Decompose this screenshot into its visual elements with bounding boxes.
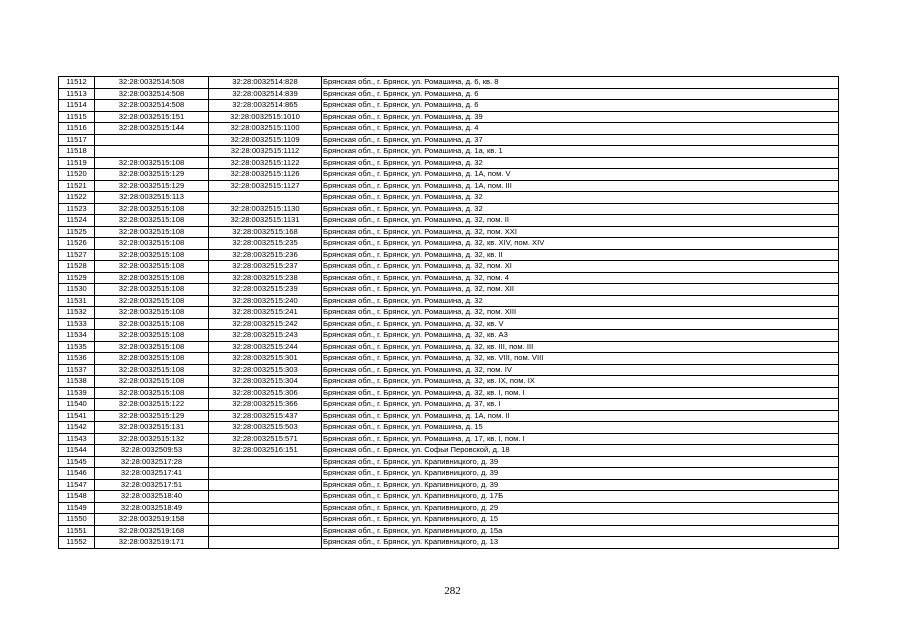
table-row: [59, 537, 839, 549]
parcel-cadastral-number-cell: 32:28:0032515:108: [95, 341, 209, 353]
table-row: [59, 502, 839, 514]
object-cadastral-number-cell: 32:28:0032515:1109: [209, 134, 322, 146]
parcel-cadastral-number-cell: 32:28:0032514:508: [95, 88, 209, 100]
object-cadastral-number-cell: 32:28:0032515:239: [209, 284, 322, 296]
row-number-cell: 11519: [59, 157, 95, 169]
parcel-cadastral-number-cell: 32:28:0032515:108: [95, 226, 209, 238]
row-number-cell: 11513: [59, 88, 95, 100]
parcel-cadastral-number-cell: 32:28:0032515:108: [95, 261, 209, 273]
address-cell: Брянская обл., г. Брянск, ул. Ромашина, д. 32, кв. V: [322, 318, 839, 330]
table-row: [59, 180, 839, 192]
table-row: [59, 422, 839, 434]
row-number-cell: 11549: [59, 502, 95, 514]
table-row: [59, 491, 839, 503]
row-number-cell: 11551: [59, 525, 95, 537]
row-number-cell: 11536: [59, 353, 95, 365]
row-number-cell: 11532: [59, 307, 95, 319]
parcel-cadastral-number-cell: 32:28:0032515:108: [95, 376, 209, 388]
parcel-cadastral-number-cell: 32:28:0032515:132: [95, 433, 209, 445]
table-row: [59, 249, 839, 261]
row-number-cell: 11531: [59, 295, 95, 307]
table-row: [59, 169, 839, 181]
row-number-cell: 11512: [59, 77, 95, 89]
address-cell: Брянская обл., г. Брянск, ул. Ромашина, д. 1А, пом. V: [322, 169, 839, 181]
address-cell: Брянская обл., г. Брянск, ул. Ромашина, д. 32, пом. 4: [322, 272, 839, 284]
address-cell: Брянская обл., г. Брянск, ул. Ромашина, д. 32, кв. III, пом. III: [322, 341, 839, 353]
parcel-cadastral-number-cell: 32:28:0032515:108: [95, 295, 209, 307]
registry-table-body: [59, 77, 839, 549]
row-number-cell: 11526: [59, 238, 95, 250]
parcel-cadastral-number-cell: 32:28:0032517:28: [95, 456, 209, 468]
object-cadastral-number-cell: [209, 491, 322, 503]
table-row: [59, 157, 839, 169]
parcel-cadastral-number-cell: 32:28:0032519:158: [95, 514, 209, 526]
parcel-cadastral-number-cell: 32:28:0032515:108: [95, 249, 209, 261]
row-number-cell: 11543: [59, 433, 95, 445]
row-number-cell: 11539: [59, 387, 95, 399]
address-cell: Брянская обл., г. Брянск, ул. Крапивницкого, д. 29: [322, 502, 839, 514]
address-cell: Брянская обл., г. Брянск, ул. Ромашина, д. 1а, кв. 1: [322, 146, 839, 158]
parcel-cadastral-number-cell: 32:28:0032515:144: [95, 123, 209, 135]
parcel-cadastral-number-cell: 32:28:0032515:108: [95, 284, 209, 296]
table-row: [59, 468, 839, 480]
parcel-cadastral-number-cell: 32:28:0032515:129: [95, 180, 209, 192]
table-row: [59, 261, 839, 273]
object-cadastral-number-cell: [209, 479, 322, 491]
table-row: [59, 318, 839, 330]
row-number-cell: 11522: [59, 192, 95, 204]
object-cadastral-number-cell: 32:28:0032515:238: [209, 272, 322, 284]
table-row: [59, 203, 839, 215]
parcel-cadastral-number-cell: 32:28:0032515:108: [95, 203, 209, 215]
parcel-cadastral-number-cell: 32:28:0032515:108: [95, 364, 209, 376]
object-cadastral-number-cell: 32:28:0032515:1112: [209, 146, 322, 158]
address-cell: Брянская обл., г. Брянск, ул. Ромашина, д. 32, пом. XII: [322, 284, 839, 296]
object-cadastral-number-cell: 32:28:0032515:437: [209, 410, 322, 422]
object-cadastral-number-cell: [209, 468, 322, 480]
object-cadastral-number-cell: 32:28:0032515:240: [209, 295, 322, 307]
parcel-cadastral-number-cell: 32:28:0032515:129: [95, 169, 209, 181]
parcel-cadastral-number-cell: 32:28:0032517:51: [95, 479, 209, 491]
table-row: [59, 341, 839, 353]
row-number-cell: 11517: [59, 134, 95, 146]
table-row: [59, 364, 839, 376]
row-number-cell: 11524: [59, 215, 95, 227]
object-cadastral-number-cell: [209, 514, 322, 526]
object-cadastral-number-cell: 32:28:0032515:243: [209, 330, 322, 342]
object-cadastral-number-cell: 32:28:0032515:303: [209, 364, 322, 376]
object-cadastral-number-cell: 32:28:0032515:1130: [209, 203, 322, 215]
object-cadastral-number-cell: 32:28:0032515:301: [209, 353, 322, 365]
object-cadastral-number-cell: 32:28:0032515:1131: [209, 215, 322, 227]
object-cadastral-number-cell: 32:28:0032515:236: [209, 249, 322, 261]
object-cadastral-number-cell: 32:28:0032515:1010: [209, 111, 322, 123]
parcel-cadastral-number-cell: 32:28:0032515:129: [95, 410, 209, 422]
table-row: [59, 330, 839, 342]
table-row: [59, 295, 839, 307]
row-number-cell: 11538: [59, 376, 95, 388]
table-row: [59, 376, 839, 388]
row-number-cell: 11516: [59, 123, 95, 135]
table-row: [59, 514, 839, 526]
parcel-cadastral-number-cell: 32:28:0032519:168: [95, 525, 209, 537]
row-number-cell: 11527: [59, 249, 95, 261]
object-cadastral-number-cell: 32:28:0032515:244: [209, 341, 322, 353]
address-cell: Брянская обл., г. Брянск, ул. Софьи Перовской, д. 18: [322, 445, 839, 457]
row-number-cell: 11523: [59, 203, 95, 215]
address-cell: Брянская обл., г. Брянск, ул. Ромашина, д. 32: [322, 157, 839, 169]
object-cadastral-number-cell: 32:28:0032515:366: [209, 399, 322, 411]
table-row: [59, 410, 839, 422]
row-number-cell: 11537: [59, 364, 95, 376]
row-number-cell: 11521: [59, 180, 95, 192]
parcel-cadastral-number-cell: [95, 134, 209, 146]
parcel-cadastral-number-cell: 32:28:0032515:108: [95, 307, 209, 319]
object-cadastral-number-cell: 32:28:0032515:242: [209, 318, 322, 330]
object-cadastral-number-cell: 32:28:0032515:304: [209, 376, 322, 388]
address-cell: Брянская обл., г. Брянск, ул. Ромашина, д. 32, кв. IX, пом. IX: [322, 376, 839, 388]
object-cadastral-number-cell: 32:28:0032515:241: [209, 307, 322, 319]
object-cadastral-number-cell: 32:28:0032515:1122: [209, 157, 322, 169]
table-row: [59, 238, 839, 250]
object-cadastral-number-cell: 32:28:0032515:237: [209, 261, 322, 273]
parcel-cadastral-number-cell: 32:28:0032515:108: [95, 272, 209, 284]
parcel-cadastral-number-cell: 32:28:0032517:41: [95, 468, 209, 480]
table-row: [59, 399, 839, 411]
object-cadastral-number-cell: [209, 456, 322, 468]
parcel-cadastral-number-cell: 32:28:0032515:108: [95, 318, 209, 330]
table-row: [59, 226, 839, 238]
address-cell: Брянская обл., г. Брянск, ул. Ромашина, д. 32, кв. I, пом. I: [322, 387, 839, 399]
address-cell: Брянская обл., г. Брянск, ул. Крапивницкого, д. 39: [322, 468, 839, 480]
row-number-cell: 11514: [59, 100, 95, 112]
object-cadastral-number-cell: [209, 502, 322, 514]
parcel-cadastral-number-cell: 32:28:0032514:508: [95, 77, 209, 89]
object-cadastral-number-cell: [209, 192, 322, 204]
object-cadastral-number-cell: 32:28:0032514:828: [209, 77, 322, 89]
table-row: [59, 456, 839, 468]
parcel-cadastral-number-cell: 32:28:0032515:151: [95, 111, 209, 123]
object-cadastral-number-cell: 32:28:0032515:1100: [209, 123, 322, 135]
address-cell: Брянская обл., г. Брянск, ул. Ромашина, д. 37: [322, 134, 839, 146]
row-number-cell: 11541: [59, 410, 95, 422]
parcel-cadastral-number-cell: 32:28:0032515:108: [95, 353, 209, 365]
row-number-cell: 11533: [59, 318, 95, 330]
parcel-cadastral-number-cell: 32:28:0032518:49: [95, 502, 209, 514]
address-cell: Брянская обл., г. Брянск, ул. Ромашина, д. 6: [322, 88, 839, 100]
table-row: [59, 445, 839, 457]
address-cell: Брянская обл., г. Брянск, ул. Крапивницкого, д. 39: [322, 456, 839, 468]
object-cadastral-number-cell: [209, 537, 322, 549]
address-cell: Брянская обл., г. Брянск, ул. Ромашина, д. 32, кв. XIV, пом. XIV: [322, 238, 839, 250]
address-cell: Брянская обл., г. Брянск, ул. Ромашина, д. 32, пом. XIII: [322, 307, 839, 319]
object-cadastral-number-cell: 32:28:0032514:839: [209, 88, 322, 100]
address-cell: Брянская обл., г. Брянск, ул. Ромашина, д. 1А, пом. III: [322, 180, 839, 192]
row-number-cell: 11535: [59, 341, 95, 353]
parcel-cadastral-number-cell: 32:28:0032515:108: [95, 387, 209, 399]
address-cell: Брянская обл., г. Брянск, ул. Крапивницкого, д. 15а: [322, 525, 839, 537]
row-number-cell: 11545: [59, 456, 95, 468]
parcel-cadastral-number-cell: 32:28:0032515:108: [95, 238, 209, 250]
object-cadastral-number-cell: 32:28:0032515:571: [209, 433, 322, 445]
table-row: [59, 215, 839, 227]
address-cell: Брянская обл., г. Брянск, ул. Крапивницкого, д. 17Б: [322, 491, 839, 503]
address-cell: Брянская обл., г. Брянск, ул. Ромашина, д. 6: [322, 100, 839, 112]
parcel-cadastral-number-cell: [95, 146, 209, 158]
row-number-cell: 11518: [59, 146, 95, 158]
address-cell: Брянская обл., г. Брянск, ул. Ромашина, д. 4: [322, 123, 839, 135]
table-row: [59, 77, 839, 89]
object-cadastral-number-cell: 32:28:0032515:503: [209, 422, 322, 434]
row-number-cell: 11540: [59, 399, 95, 411]
table-row: [59, 100, 839, 112]
address-cell: Брянская обл., г. Брянск, ул. Ромашина, д. 6, кв. 8: [322, 77, 839, 89]
parcel-cadastral-number-cell: 32:28:0032515:108: [95, 157, 209, 169]
table-row: [59, 284, 839, 296]
parcel-cadastral-number-cell: 32:28:0032519:171: [95, 537, 209, 549]
table-row: [59, 433, 839, 445]
row-number-cell: 11529: [59, 272, 95, 284]
row-number-cell: 11542: [59, 422, 95, 434]
row-number-cell: 11547: [59, 479, 95, 491]
table-row: [59, 525, 839, 537]
row-number-cell: 11550: [59, 514, 95, 526]
address-cell: Брянская обл., г. Брянск, ул. Ромашина, д. 17, кв. I, пом. I: [322, 433, 839, 445]
table-row: [59, 387, 839, 399]
row-number-cell: 11534: [59, 330, 95, 342]
address-cell: Брянская обл., г. Брянск, ул. Ромашина, д. 32, кв. II: [322, 249, 839, 261]
address-cell: Брянская обл., г. Брянск, ул. Ромашина, д. 1А, пом. II: [322, 410, 839, 422]
address-cell: Брянская обл., г. Брянск, ул. Ромашина, д. 32: [322, 203, 839, 215]
object-cadastral-number-cell: 32:28:0032516:151: [209, 445, 322, 457]
table-row: [59, 134, 839, 146]
row-number-cell: 11528: [59, 261, 95, 273]
table-row: [59, 123, 839, 135]
row-number-cell: 11530: [59, 284, 95, 296]
address-cell: Брянская обл., г. Брянск, ул. Ромашина, д. 32, пом. IV: [322, 364, 839, 376]
row-number-cell: 11544: [59, 445, 95, 457]
object-cadastral-number-cell: 32:28:0032514:865: [209, 100, 322, 112]
address-cell: Брянская обл., г. Брянск, ул. Ромашина, д. 32, пом. II: [322, 215, 839, 227]
parcel-cadastral-number-cell: 32:28:0032515:108: [95, 330, 209, 342]
parcel-cadastral-number-cell: 32:28:0032515:131: [95, 422, 209, 434]
table-row: [59, 479, 839, 491]
parcel-cadastral-number-cell: 32:28:0032514:508: [95, 100, 209, 112]
address-cell: Брянская обл., г. Брянск, ул. Ромашина, д. 32, кв. VIII, пом. VIII: [322, 353, 839, 365]
table-row: [59, 272, 839, 284]
table-row: [59, 307, 839, 319]
parcel-cadastral-number-cell: 32:28:0032515:113: [95, 192, 209, 204]
address-cell: Брянская обл., г. Брянск, ул. Ромашина, д. 32: [322, 192, 839, 204]
parcel-cadastral-number-cell: 32:28:0032509:53: [95, 445, 209, 457]
object-cadastral-number-cell: 32:28:0032515:306: [209, 387, 322, 399]
table-row: [59, 146, 839, 158]
parcel-cadastral-number-cell: 32:28:0032518:40: [95, 491, 209, 503]
address-cell: Брянская обл., г. Брянск, ул. Ромашина, д. 32, пом. XI: [322, 261, 839, 273]
address-cell: Брянская обл., г. Брянск, ул. Крапивницкого, д. 39: [322, 479, 839, 491]
address-cell: Брянская обл., г. Брянск, ул. Ромашина, д. 15: [322, 422, 839, 434]
address-cell: Брянская обл., г. Брянск, ул. Ромашина, д. 32, кв. А3: [322, 330, 839, 342]
object-cadastral-number-cell: [209, 525, 322, 537]
address-cell: Брянская обл., г. Брянск, ул. Ромашина, д. 32: [322, 295, 839, 307]
row-number-cell: 11546: [59, 468, 95, 480]
table-row: [59, 88, 839, 100]
table-row: [59, 111, 839, 123]
address-cell: Брянская обл., г. Брянск, ул. Крапивницкого, д. 13: [322, 537, 839, 549]
parcel-cadastral-number-cell: 32:28:0032515:108: [95, 215, 209, 227]
row-number-cell: 11552: [59, 537, 95, 549]
row-number-cell: 11520: [59, 169, 95, 181]
address-cell: Брянская обл., г. Брянск, ул. Ромашина, д. 32, пом. XXI: [322, 226, 839, 238]
table-row: [59, 353, 839, 365]
page-number: 282: [444, 585, 461, 597]
row-number-cell: 11548: [59, 491, 95, 503]
row-number-cell: 11515: [59, 111, 95, 123]
object-cadastral-number-cell: 32:28:0032515:235: [209, 238, 322, 250]
object-cadastral-number-cell: 32:28:0032515:1127: [209, 180, 322, 192]
address-cell: Брянская обл., г. Брянск, ул. Ромашина, д. 39: [322, 111, 839, 123]
table-row: [59, 192, 839, 204]
object-cadastral-number-cell: 32:28:0032515:1126: [209, 169, 322, 181]
parcel-cadastral-number-cell: 32:28:0032515:122: [95, 399, 209, 411]
row-number-cell: 11525: [59, 226, 95, 238]
object-cadastral-number-cell: 32:28:0032515:168: [209, 226, 322, 238]
address-cell: Брянская обл., г. Брянск, ул. Крапивницкого, д. 15: [322, 514, 839, 526]
registry-table: [58, 76, 839, 549]
address-cell: Брянская обл., г. Брянск, ул. Ромашина, д. 37, кв. I: [322, 399, 839, 411]
